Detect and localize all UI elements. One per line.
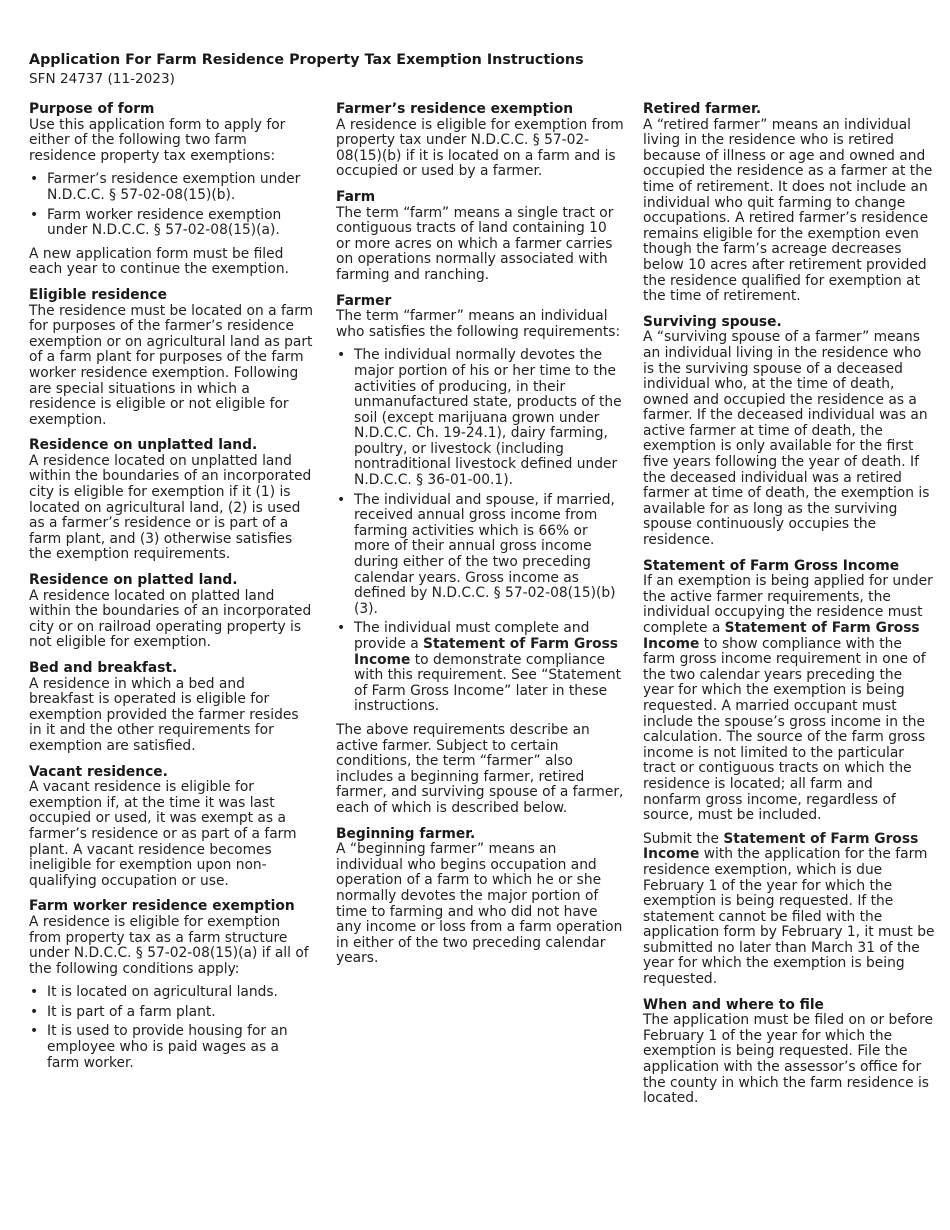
section-text: Use this application form to apply for either of the following two farm residence property tax exemptions: [29,116,286,164]
list-item: • Farm worker residence exemption under N.D.C.C. § 57-02-08(15)(a). [29,208,314,239]
form-reference: Statement of Farm Gross Income [643,830,919,863]
section-heading: Farm [336,188,376,205]
section-heading: Bed and breakfast. [29,660,178,676]
section-beginning-farmer [336,827,624,967]
bullet-list [336,348,624,715]
section-surviving-spouse [643,315,935,549]
section-when-and-where-to-file [643,998,935,1107]
section-heading: Residence on platted land. [29,572,238,589]
bullet-list [29,985,314,1071]
section-text: The residence must be located on a farm for purposes of the farmer’s residence exemption or on agricultural land as part of a farm plant for purposes of the farm worker residence exemption. Following are special situations in which a residence is eligible or not eligible for exemption. [29,302,314,428]
section-heading: Vacant residence. [29,763,168,780]
section-heading: Statement of Farm Gross Income [643,557,900,574]
text-run: The individual must complete and provide a [354,620,590,652]
list-item: • The individual and spouse, if married, received annual gross income from farming activities which is 66% or more of their annual gross income during either of the two preceding calendar years. Gross income as defined by N.D.C.C. § 57-02-08(15)(b)(3). [336,493,624,618]
list-item [336,621,624,715]
column-right [643,102,935,1117]
text-run: If an exemption is being applied for under the active farmer requirements, the individual occupying the residence must complete a [643,573,933,636]
section-heading: Farmer’s residence exemption [336,101,574,117]
section-heading: Retired farmer. [643,101,762,117]
section-text [643,832,935,988]
section-text: A “surviving spouse of a farmer” means an individual living in the residence who is the surviving spouse of a deceased individual who, at the time of death, owned and occupied the residence as a farmer. If the deceased individual was an active farmer at time of death, the exemption is only available for the first five years following the year of death. If the deceased individual was a retired farmer at time of death, the exemption is available for as long as the surviving spouse continuously occupies the residence. [643,329,930,549]
section-text: A new application form must be filed each year to continue the exemption. [29,245,289,278]
form-reference: Statement of Farm Gross Income [354,636,619,668]
section-text: A “beginning farmer” means an individual who begins occupation and operation of a farm to which he or she normally devotes the major portion of time to farming and who did not have any income or loss from a farm operation in either of the two preceding calendar years. [336,841,623,967]
section-text: A residence located on unplatted land within the boundaries of an incorporated city is eligible for exemption if it (1) is located on agricultural land, (2) is used as a farmer’s residence or is part of a farm plant, and (3) otherwise satisfies the exemption requirements. [29,452,312,563]
text-run: with the application for the farm residence exemption, which is due February 1 of the year for which the exemption is being requested. If the statement cannot be filed with the application form by February 1, it must be submitted no later than March 31 of the year for which the exemption is being requested. [643,846,935,988]
column-middle [336,102,624,977]
section-text: A “retired farmer” means an individual living in the residence who is retired because of illness or age and owned and occupied the residence as a farmer at the time of retirement. It does not include an individual who quit farming to change occupations. A retired farmer’s residence remains eligible for the exemption even though the farm’s acreage decreases below 10 acres after retirement provided the residence qualified for exemption at the time of retirement. [643,116,933,305]
section-farm [336,190,624,284]
section-heading: When and where to file [643,996,824,1013]
section-text: A residence is eligible for exemption from property tax as a farm structure under N.D.C.C. § 57-02-08(15)(a) if all of the following conditions apply: [29,913,309,977]
list-item: • It is used to provide housing for an employee who is paid wages as a farm worker. [29,1024,314,1071]
section-bed-and-breakfast [29,661,314,755]
section-heading: Residence on unplatted land. [29,437,258,454]
section-heading: Eligible residence [29,286,167,303]
column-left [29,102,314,1081]
section-retired-farmer [643,102,935,305]
bullet-list [29,172,314,238]
text-run: Submit the [643,830,724,847]
section-vacant-residence [29,765,314,890]
list-item: • Farmer’s residence exemption under N.D.C.C. § 57-02-08(15)(b). [29,172,314,203]
section-text: The application must be filed on or before February 1 of the year for which the exemption is being requested. File the application with the assessor’s office for the county in which the farm residence is located. [643,1012,933,1107]
section-heading: Purpose of form [29,101,155,117]
section-text: The above requirements describe an active farmer. Subject to certain conditions, the term “farmer” also includes a beginning farmer, retired farmer, and surviving spouse of a farmer, each of which is described below. [336,721,624,816]
form-reference: Statement of Farm Gross Income [643,620,920,652]
section-farmers-residence-exemption [336,102,624,180]
section-text: A residence is eligible for exemption from property tax under N.D.C.C. § 57-02-08(15)(b) if it is located on a farm and is occupied or used by a farmer. [336,116,624,180]
section-text: A residence located on platted land within the boundaries of an incorporated city or on railroad operating property is not eligible for exemption. [29,587,312,651]
document-header [29,51,929,88]
section-text: The term “farmer” means an individual who satisfies the following requirements: [336,308,621,340]
section-farm-worker-exemption [29,899,314,1071]
page-title: Application For Farm Residence Property Tax Exemption Instructions [29,52,584,68]
text-run: to show compliance with the farm gross income requirement in one of the two calendar years preceding the year for which the exemption is being requested. A married occupant must include the spouse’s gross income in the calculation. The source of the farm gross income is not limited to the particular tract or contiguous tracts on which the residence is located; all farm and nonfarm gross income, regardless of source, must be included. [643,635,926,824]
section-heading: Beginning farmer. [336,825,476,842]
section-purpose [29,102,314,278]
section-heading: Farm worker residence exemption [29,898,295,915]
text-run: to demonstrate compliance with this requirement. See “Statement of Farm Gross Income” later in these instructions. [354,651,621,715]
list-item: • The individual normally devotes the major portion of his or her time to the activities of producing, in their unmanufactured state, products of the soil (except marijuana grown under N.D.C.C. Ch. 19-24.1), dairy farming, poultry, or livestock (including nontraditional livestock defined under N.D.C.C. § 36-01-00.1). [336,348,624,488]
section-text [643,574,935,824]
section-platted-land [29,573,314,651]
section-text: A vacant residence is eligible for exemption if, at the time it was last occupied or used, it was exempt as a farmer’s residence or as part of a farm plant. A vacant residence becomes ineligible for exemption upon non-qualifying occupation or use. [29,779,297,889]
section-eligible-residence [29,288,314,428]
form-number: SFN 24737 (11-2023) [29,71,175,87]
section-statement-of-farm-gross-income [643,559,935,988]
section-farmer [336,294,624,817]
section-text: The term “farm” means a single tract or contiguous tracts of land containing 10 or more acres on which a farmer carries on operations normally associated with farming and ranching. [336,204,614,283]
section-heading: Farmer [336,292,392,309]
section-heading: Surviving spouse. [643,313,782,330]
list-item: • It is located on agricultural lands. [29,985,314,1001]
list-item: • It is part of a farm plant. [29,1005,314,1021]
section-text: A residence in which a bed and breakfast is operated is eligible for exemption provided the farmer resides in it and the other requirements for exemption are satisfied. [29,675,299,754]
section-unplatted-land [29,438,314,563]
